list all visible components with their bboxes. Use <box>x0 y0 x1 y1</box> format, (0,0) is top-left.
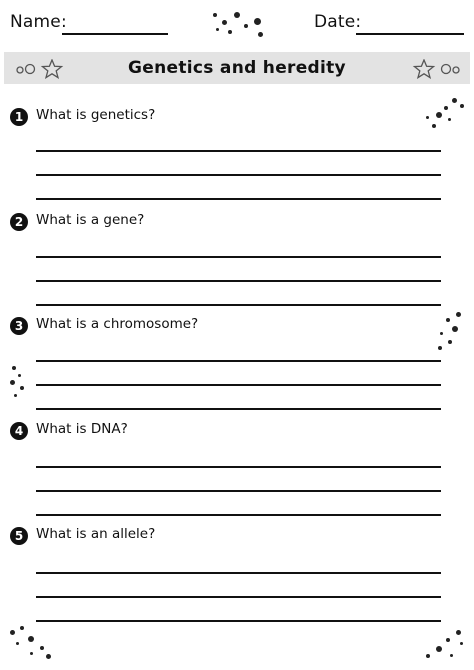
dot-cluster-icon <box>6 364 32 404</box>
dot-cluster-icon <box>422 96 468 132</box>
question-number: 4 <box>10 422 28 440</box>
question-text: What is an allele? <box>36 526 156 542</box>
question-text: What is genetics? <box>36 107 156 123</box>
answer-line[interactable] <box>36 150 441 152</box>
question-number: 1 <box>10 108 28 126</box>
answer-line[interactable] <box>36 384 441 386</box>
dot-cluster-icon <box>432 310 468 354</box>
left-decoration-icons <box>12 59 64 79</box>
answer-line[interactable] <box>36 620 441 622</box>
answer-line[interactable] <box>36 490 441 492</box>
dot-cluster-icon <box>208 8 268 40</box>
star-icon <box>415 60 434 78</box>
question-text: What is a chromosome? <box>36 316 199 332</box>
name-field-line[interactable] <box>62 33 168 35</box>
dot-cluster-icon <box>6 624 56 664</box>
worksheet-title: Genetics and heredity <box>128 58 346 78</box>
question-text: What is a gene? <box>36 212 145 228</box>
answer-line[interactable] <box>36 596 441 598</box>
circle-icon <box>442 65 451 74</box>
answer-line[interactable] <box>36 280 441 282</box>
question-number: 3 <box>10 317 28 335</box>
circle-icon <box>26 65 35 74</box>
answer-line[interactable] <box>36 174 441 176</box>
circle-icon <box>17 67 23 73</box>
answer-line[interactable] <box>36 514 441 516</box>
circle-icon <box>453 67 459 73</box>
dot-cluster-icon <box>420 628 470 666</box>
title-band <box>4 52 470 84</box>
name-label: Name: <box>10 12 67 32</box>
answer-line[interactable] <box>36 572 441 574</box>
answer-line[interactable] <box>36 360 441 362</box>
answer-line[interactable] <box>36 304 441 306</box>
answer-line[interactable] <box>36 198 441 200</box>
question-text: What is DNA? <box>36 421 128 437</box>
answer-line[interactable] <box>36 466 441 468</box>
answer-line[interactable] <box>36 256 441 258</box>
question-number: 5 <box>10 527 28 545</box>
question-number: 2 <box>10 213 28 231</box>
right-decoration-icons <box>412 59 464 79</box>
star-icon <box>43 60 62 78</box>
date-label: Date: <box>314 12 362 32</box>
date-field-line[interactable] <box>356 33 464 35</box>
answer-line[interactable] <box>36 408 441 410</box>
